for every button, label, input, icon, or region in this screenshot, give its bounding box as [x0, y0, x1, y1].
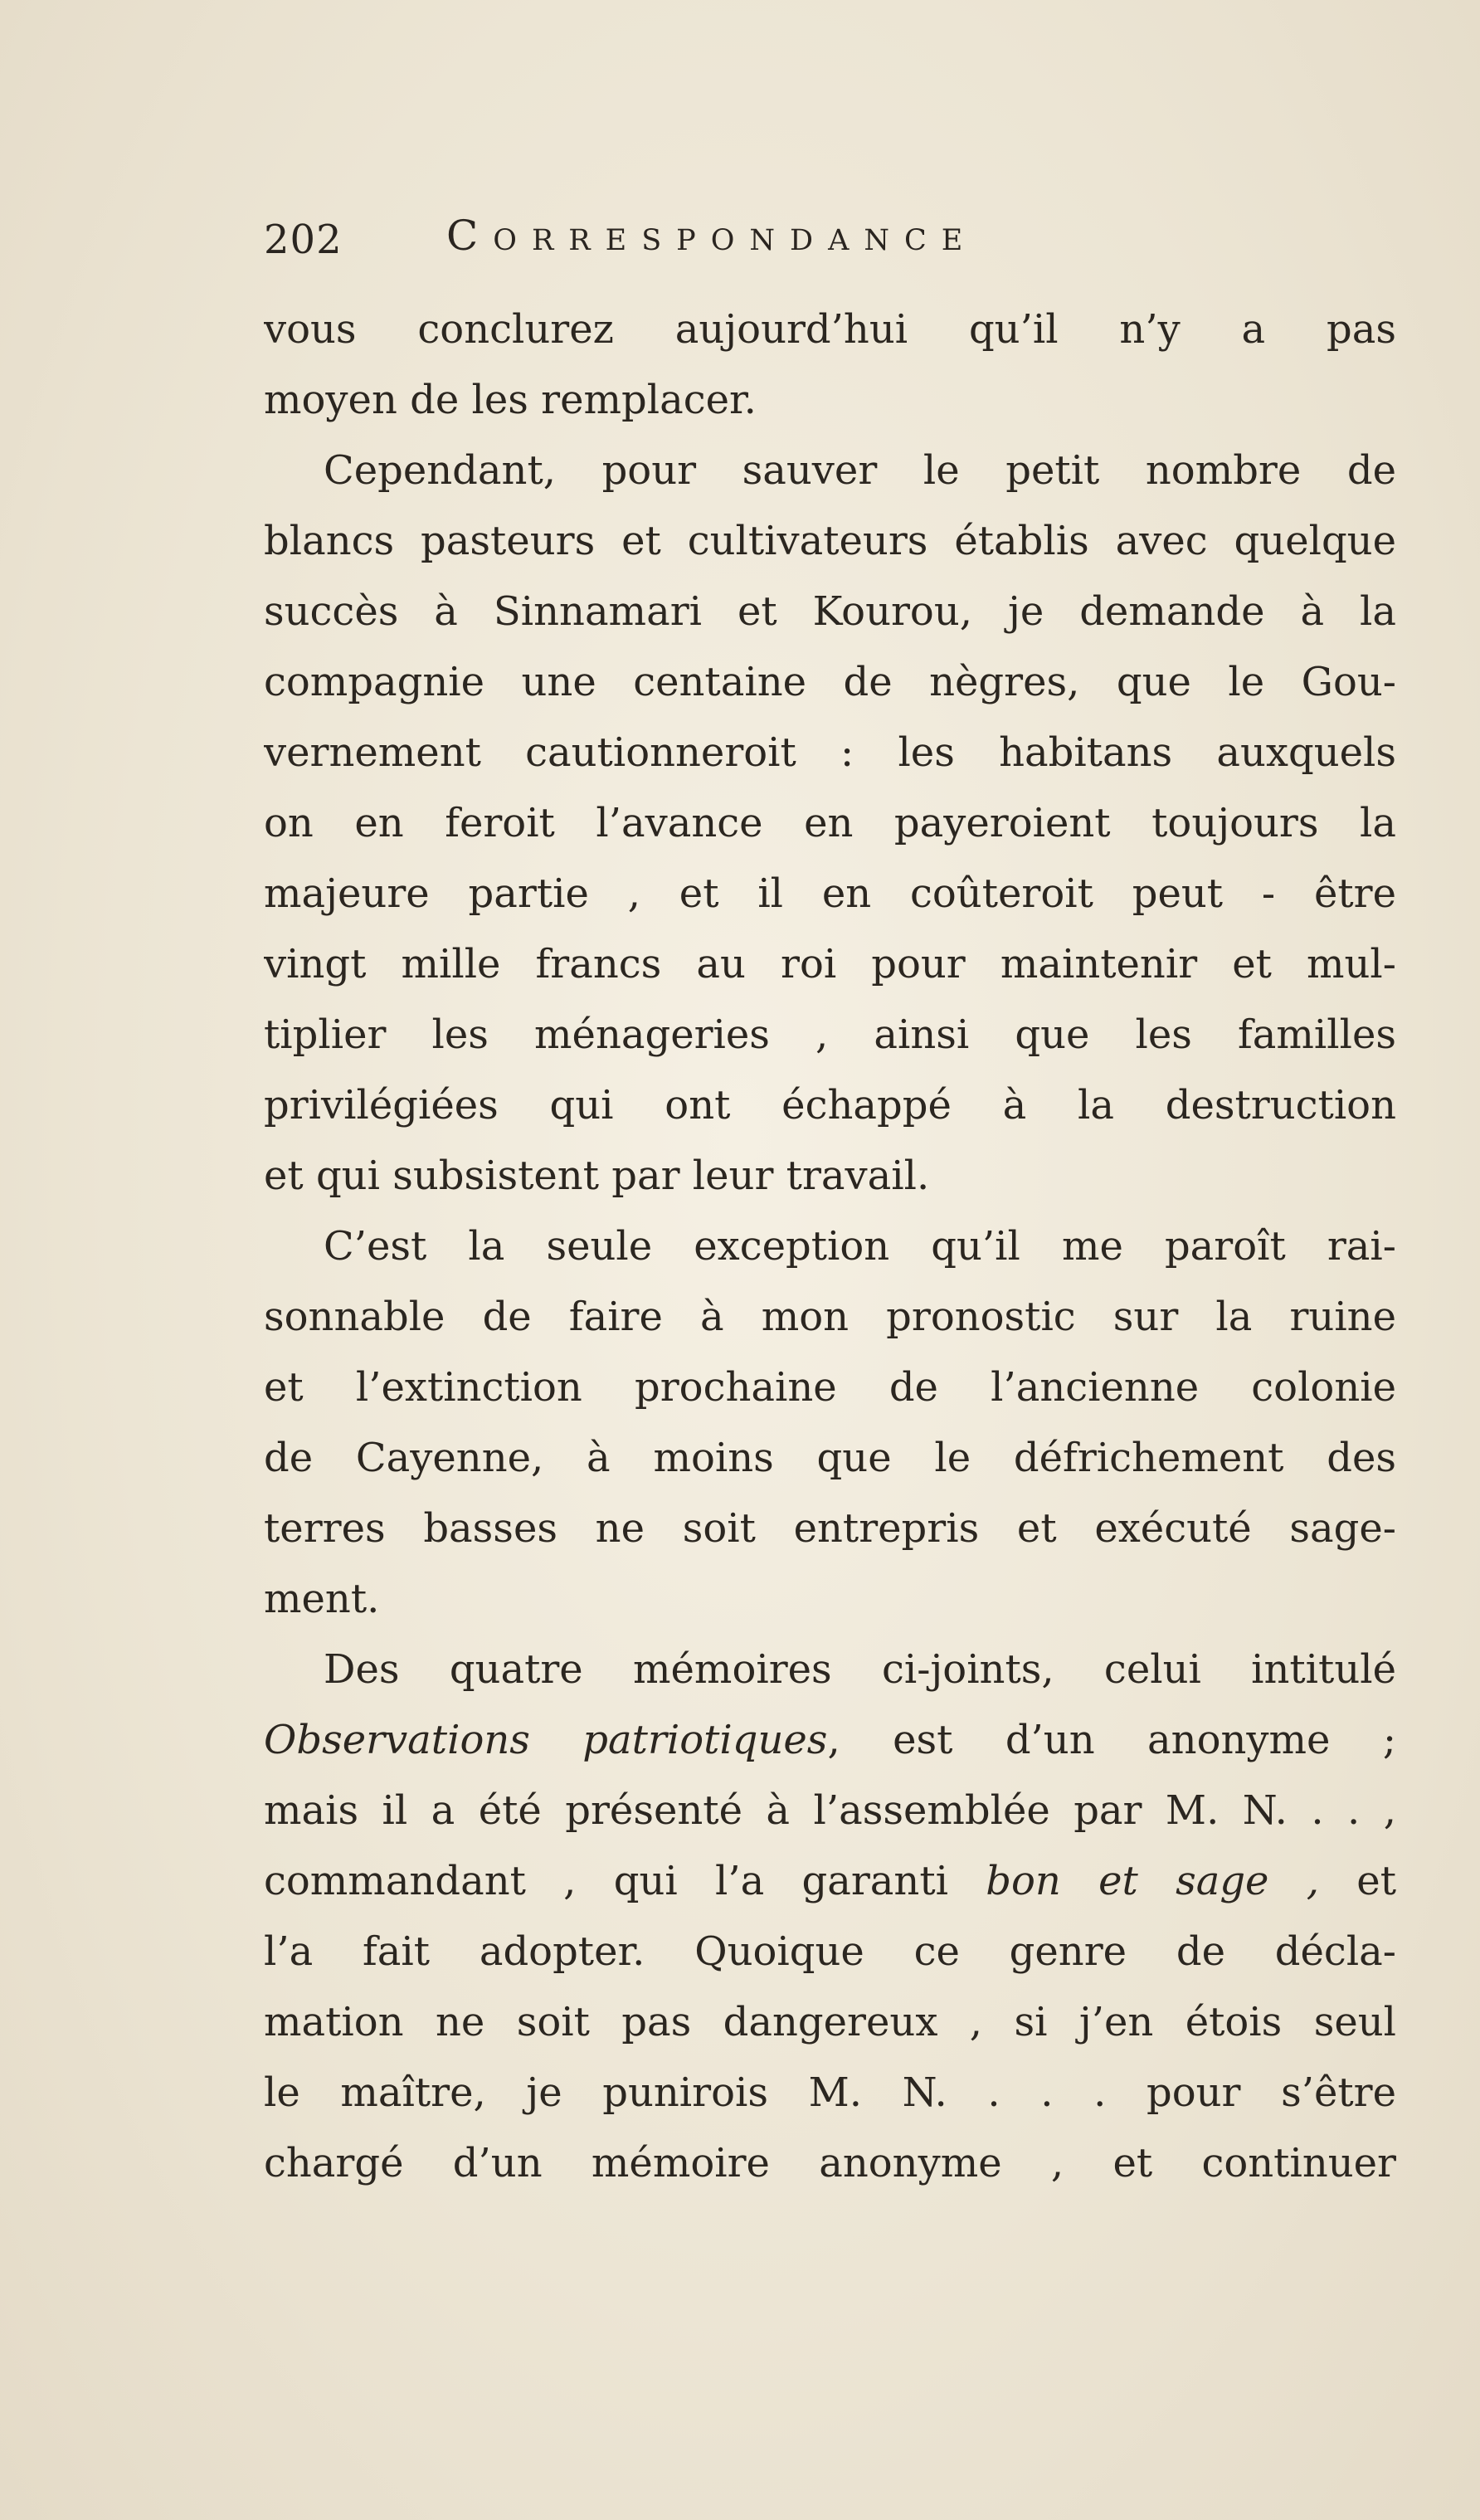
text-line: vingt mille francs au roi pour maintenir et mul-	[264, 941, 1396, 987]
text-line: vous conclurez aujourd’hui qu’il n’y a pas	[264, 306, 1396, 353]
italic-title: Observations patriotiques	[264, 1717, 828, 1763]
text-line: blancs pasteurs et cultivateurs établis avec quelque	[264, 518, 1396, 564]
italic-phrase: bon et sage ,	[986, 1858, 1320, 1904]
text-line: mation ne soit pas dangereux , si j’en étois seul	[264, 1999, 1396, 2045]
page-header	[264, 212, 1243, 278]
text-line: et qui subsistent par leur travail.	[264, 1153, 930, 1199]
page-number: 202	[264, 217, 343, 263]
text-line: Cependant, pour sauver le petit nombre de	[324, 447, 1396, 494]
text-line: vernement cautionneroit : les habitans auxquels	[264, 729, 1396, 776]
body-text	[264, 295, 1396, 2199]
text-fragment: et	[1319, 1858, 1396, 1904]
text-line: C’est la seule exception qu’il me paroît rai-	[324, 1223, 1396, 1270]
text-line-commandant	[264, 1846, 1396, 1917]
text-line: succès à Sinnamari et Kourou, je demande à la	[264, 588, 1396, 635]
text-line: Des quatre mémoires ci-joints, celui intitulé	[324, 1646, 1396, 1693]
text-line: ment.	[264, 1576, 380, 1622]
text-line: le maître, je punirois M. N. . . . pour s’être	[264, 2069, 1396, 2116]
text-line: mais il a été présenté à l’assemblée par M. N. . . ,	[264, 1787, 1396, 1834]
text-line: l’a fait adopter. Quoique ce genre de décla-	[264, 1928, 1396, 1975]
text-line: et l’extinction prochaine de l’ancienne colonie	[264, 1364, 1396, 1411]
running-head: Correspondance	[446, 212, 978, 260]
text-line: tiplier les ménageries , ainsi que les familles	[264, 1011, 1396, 1058]
text-line: terres basses ne soit entrepris et exécuté sage-	[264, 1505, 1396, 1552]
text-line: compagnie une centaine de nègres, que le Gou-	[264, 659, 1396, 705]
text-line: on en feroit l’avance en payeroient toujours la	[264, 800, 1396, 846]
text-fragment: , est d’un anonyme ;	[827, 1717, 1396, 1763]
text-line: majeure partie , et il en coûteroit peut - être	[264, 870, 1396, 917]
text-line: moyen de les remplacer.	[264, 377, 757, 423]
text-line: sonnable de faire à mon pronostic sur la ruine	[264, 1294, 1396, 1340]
text-line: privilégiées qui ont échappé à la destruction	[264, 1082, 1396, 1128]
text-fragment: commandant , qui l’a garanti	[264, 1858, 986, 1904]
text-line-observations	[264, 1705, 1396, 1776]
text-line: de Cayenne, à moins que le défrichement des	[264, 1435, 1396, 1481]
text-line: chargé d’un mémoire anonyme , et continuer	[264, 2140, 1396, 2186]
